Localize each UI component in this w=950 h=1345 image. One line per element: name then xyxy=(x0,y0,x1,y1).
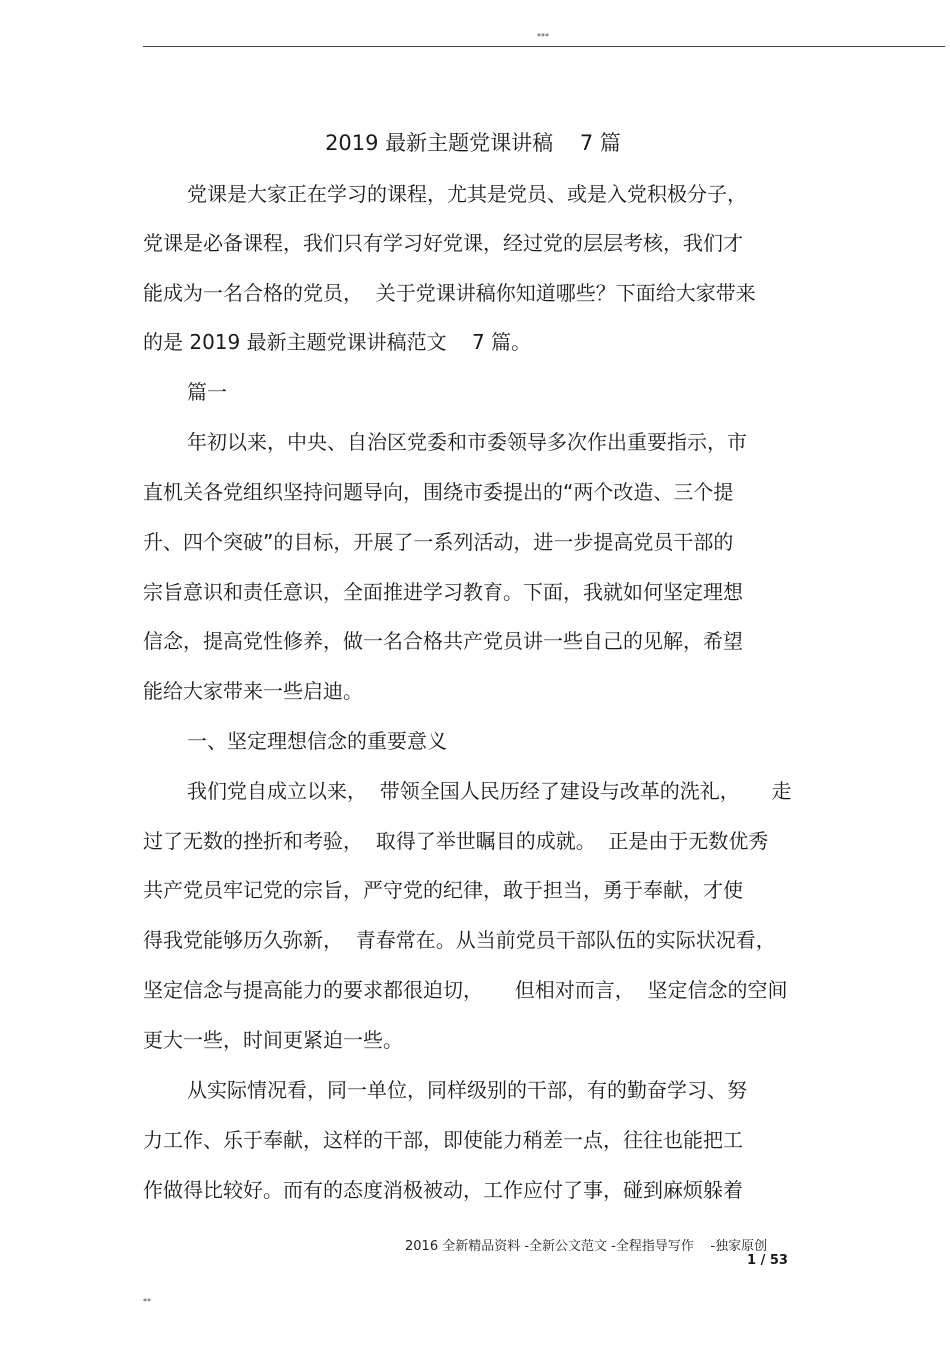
paragraph-line: 信念，提高党性修养，做一名合格共产党员讲一些自己的见解，希望 xyxy=(143,629,743,653)
bottom-mark: ** xyxy=(143,1297,151,1306)
document-title: 2019 最新主题党课讲稿 7 篇 xyxy=(325,131,621,155)
header-rule xyxy=(143,46,945,47)
header-mark: *** xyxy=(537,32,549,41)
footer-text: 2016 全新精品资料 -全新公文范文 -全程指导写作 -独家原创 xyxy=(405,1239,768,1254)
paragraph-line: 宗旨意识和责任意识，全面推进学习教育。下面，我就如何坚定理想 xyxy=(143,580,743,604)
paragraph-line: 能成为一名合格的党员， 关于党课讲稿你知道哪些？下面给大家带来 xyxy=(143,281,756,305)
paragraph-line: 年初以来，中央、自治区党委和市委领导多次作出重要指示，市 xyxy=(187,430,747,454)
paragraph-line: 过了无数的挫折和考验， 取得了举世瞩目的成就。 正是由于无数优秀 xyxy=(143,829,769,853)
page-number: 1 / 53 xyxy=(747,1253,788,1268)
paragraph-line: 力工作、乐于奉献，这样的干部，即使能力稍差一点，往往也能把工 xyxy=(143,1128,743,1152)
paragraph-line: 作做得比较好。而有的态度消极被动，工作应付了事，碰到麻烦躲着 xyxy=(143,1178,743,1202)
paragraph-line: 我们党自成立以来， 带领全国人民历经了建设与改革的洗礼， 走 xyxy=(187,779,792,803)
paragraph-line: 能给大家带来一些启迪。 xyxy=(143,679,363,703)
section-heading: 一、坚定理想信念的重要意义 xyxy=(187,729,447,753)
paragraph-line: 坚定信念与提高能力的要求都很迫切， 但相对而言， 坚定信念的空间 xyxy=(143,978,788,1002)
paragraph-line: 党课是大家正在学习的课程，尤其是党员、或是入党积极分子， xyxy=(187,182,747,206)
paragraph-line: 从实际情况看，同一单位，同样级别的干部，有的勤奋学习、努 xyxy=(187,1078,747,1102)
paragraph-line: 得我党能够历久弥新， 青春常在。从当前党员干部队伍的实际状况看， xyxy=(143,928,776,952)
paragraph-line: 共产党员牢记党的宗旨，严守党的纪律，敢于担当，勇于奉献，才使 xyxy=(143,878,743,902)
paragraph-line: 升、四个突破”的目标，开展了一系列活动，进一步提高党员干部的 xyxy=(143,530,734,554)
paragraph-line: 更大一些，时间更紧迫一些。 xyxy=(143,1028,403,1052)
paragraph-line: 直机关各党组织坚持问题导向，围绕市委提出的“两个改造、三个提 xyxy=(143,480,734,504)
paragraph-line: 党课是必备课程，我们只有学习好党课，经过党的层层考核，我们才 xyxy=(143,231,743,255)
paragraph-line: 的是 2019 最新主题党课讲稿范文 7 篇。 xyxy=(143,330,532,354)
section-heading: 篇一 xyxy=(187,380,227,404)
